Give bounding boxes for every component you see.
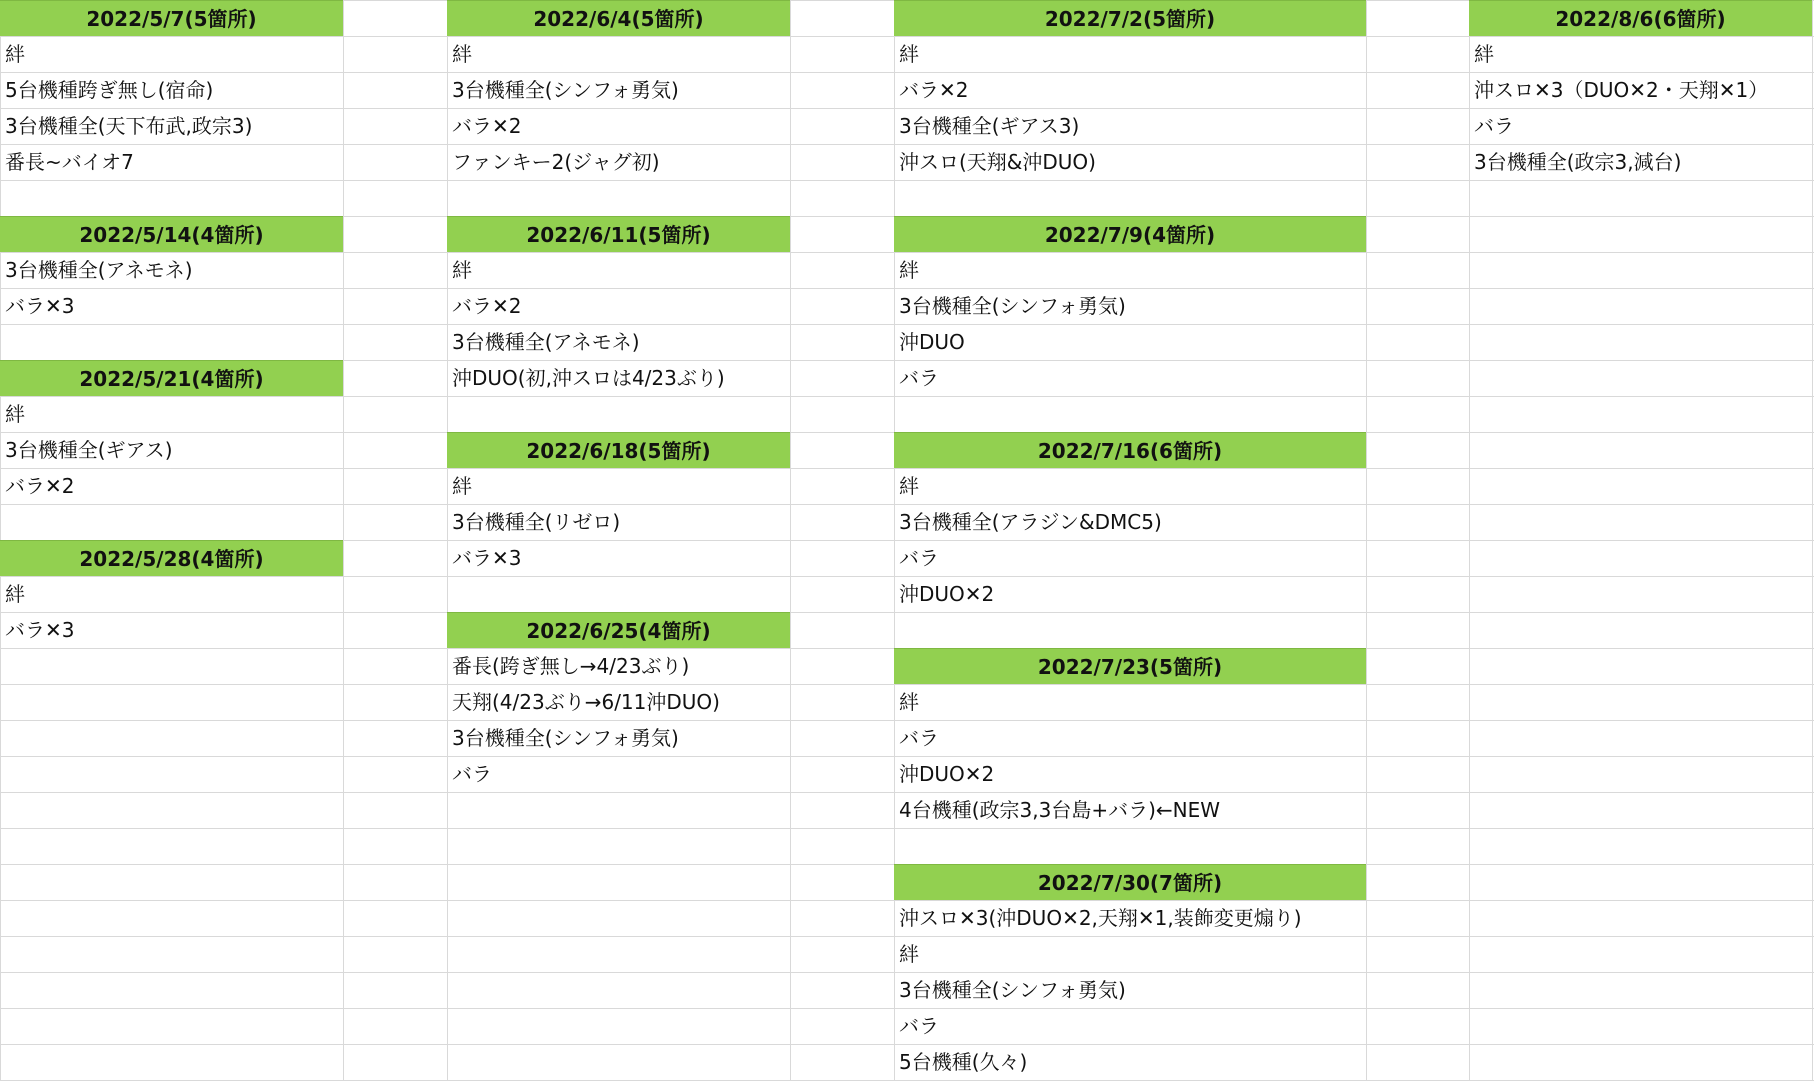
event-cell[interactable]: 3台機種全(アネモネ) <box>5 258 193 282</box>
event-cell[interactable]: バラ✕2 <box>452 294 522 318</box>
event-cell[interactable]: 5台機種(久々) <box>899 1050 1028 1074</box>
event-cell[interactable]: バラ <box>899 366 939 390</box>
event-cell[interactable]: 3台機種全(シンフォ勇気) <box>452 726 679 750</box>
event-cell[interactable]: 沖DUO✕2 <box>899 582 995 606</box>
date-header[interactable]: 2022/5/7(5箇所) <box>0 0 343 36</box>
event-cell[interactable]: 絆 <box>899 258 919 282</box>
event-cell[interactable]: 絆 <box>899 474 919 498</box>
event-cell[interactable]: 3台機種全(ギアス3) <box>899 114 1080 138</box>
date-header[interactable]: 2022/8/6(6箇所) <box>1469 0 1812 36</box>
event-cell[interactable]: ファンキー2(ジャグ初) <box>452 150 660 174</box>
event-cell[interactable]: 絆 <box>452 474 472 498</box>
date-header[interactable]: 2022/7/23(5箇所) <box>894 648 1366 684</box>
event-cell[interactable]: バラ <box>899 546 939 570</box>
date-header[interactable]: 2022/6/25(4箇所) <box>447 612 790 648</box>
column-divider <box>1812 0 1813 1081</box>
event-cell[interactable]: バラ✕2 <box>899 78 969 102</box>
date-header[interactable]: 2022/7/16(6箇所) <box>894 432 1366 468</box>
date-header[interactable]: 2022/6/11(5箇所) <box>447 216 790 252</box>
column-divider <box>1366 0 1367 1081</box>
date-header[interactable]: 2022/7/9(4箇所) <box>894 216 1366 252</box>
event-cell[interactable]: バラ <box>452 762 492 786</box>
event-cell[interactable]: 絆 <box>5 42 25 66</box>
event-cell[interactable]: 沖スロ(天翔&沖DUO) <box>899 150 1096 174</box>
date-header[interactable]: 2022/6/18(5箇所) <box>447 432 790 468</box>
event-cell[interactable]: 絆 <box>899 42 919 66</box>
event-cell[interactable]: バラ <box>899 1014 939 1038</box>
event-cell[interactable]: バラ✕2 <box>452 114 522 138</box>
event-cell[interactable]: 絆 <box>5 582 25 606</box>
date-header[interactable]: 2022/6/4(5箇所) <box>447 0 790 36</box>
event-cell[interactable]: 5台機種跨ぎ無し(宿命) <box>5 78 214 102</box>
event-cell[interactable]: 沖スロ✕3(沖DUO✕2,天翔✕1,装飾変更煽り) <box>899 906 1302 930</box>
event-cell[interactable]: 3台機種全(天下布武,政宗3) <box>5 114 253 138</box>
event-cell[interactable]: バラ✕3 <box>5 294 75 318</box>
event-cell[interactable]: 3台機種全(政宗3,減台) <box>1474 150 1682 174</box>
event-cell[interactable]: 3台機種全(リゼロ) <box>452 510 621 534</box>
event-cell[interactable]: 沖DUO✕2 <box>899 762 995 786</box>
event-cell[interactable]: 3台機種全(シンフォ勇気) <box>452 78 679 102</box>
event-cell[interactable]: 絆 <box>1474 42 1494 66</box>
event-cell[interactable]: 3台機種全(アネモネ) <box>452 330 640 354</box>
event-cell[interactable]: バラ✕2 <box>5 474 75 498</box>
event-cell[interactable]: バラ✕3 <box>5 618 75 642</box>
date-header[interactable]: 2022/7/2(5箇所) <box>894 0 1366 36</box>
event-cell[interactable]: 絆 <box>452 42 472 66</box>
event-cell[interactable]: 絆 <box>899 942 919 966</box>
date-header[interactable]: 2022/5/14(4箇所) <box>0 216 343 252</box>
event-cell[interactable]: 3台機種全(シンフォ勇気) <box>899 294 1126 318</box>
event-cell[interactable]: 4台機種(政宗3,3台島+バラ)←NEW <box>899 798 1221 822</box>
column-divider <box>790 0 791 1081</box>
event-cell[interactable]: バラ✕3 <box>452 546 522 570</box>
event-cell[interactable]: 3台機種全(アラジン&DMC5) <box>899 510 1162 534</box>
event-cell[interactable]: 絆 <box>899 690 919 714</box>
event-cell[interactable]: 番長~バイオ7 <box>5 150 134 174</box>
event-cell[interactable]: バラ <box>899 726 939 750</box>
event-cell[interactable]: 沖DUO <box>899 330 965 354</box>
date-header[interactable]: 2022/7/30(7箇所) <box>894 864 1366 900</box>
event-cell[interactable]: 絆 <box>5 402 25 426</box>
date-header[interactable]: 2022/5/28(4箇所) <box>0 540 343 576</box>
event-cell[interactable]: 天翔(4/23ぶり→6/11沖DUO) <box>452 690 720 714</box>
event-cell[interactable]: バラ <box>1474 114 1514 138</box>
event-cell[interactable]: 番長(跨ぎ無し→4/23ぶり) <box>452 654 690 678</box>
event-cell[interactable]: 3台機種全(シンフォ勇気) <box>899 978 1126 1002</box>
event-cell[interactable]: 3台機種全(ギアス) <box>5 438 173 462</box>
column-divider <box>343 0 344 1081</box>
event-cell[interactable]: 沖DUO(初,沖スロは4/23ぶり) <box>452 366 725 390</box>
event-cell[interactable]: 沖スロ✕3（DUO✕2・天翔✕1） <box>1474 78 1769 102</box>
date-header[interactable]: 2022/5/21(4箇所) <box>0 360 343 396</box>
event-cell[interactable]: 絆 <box>452 258 472 282</box>
